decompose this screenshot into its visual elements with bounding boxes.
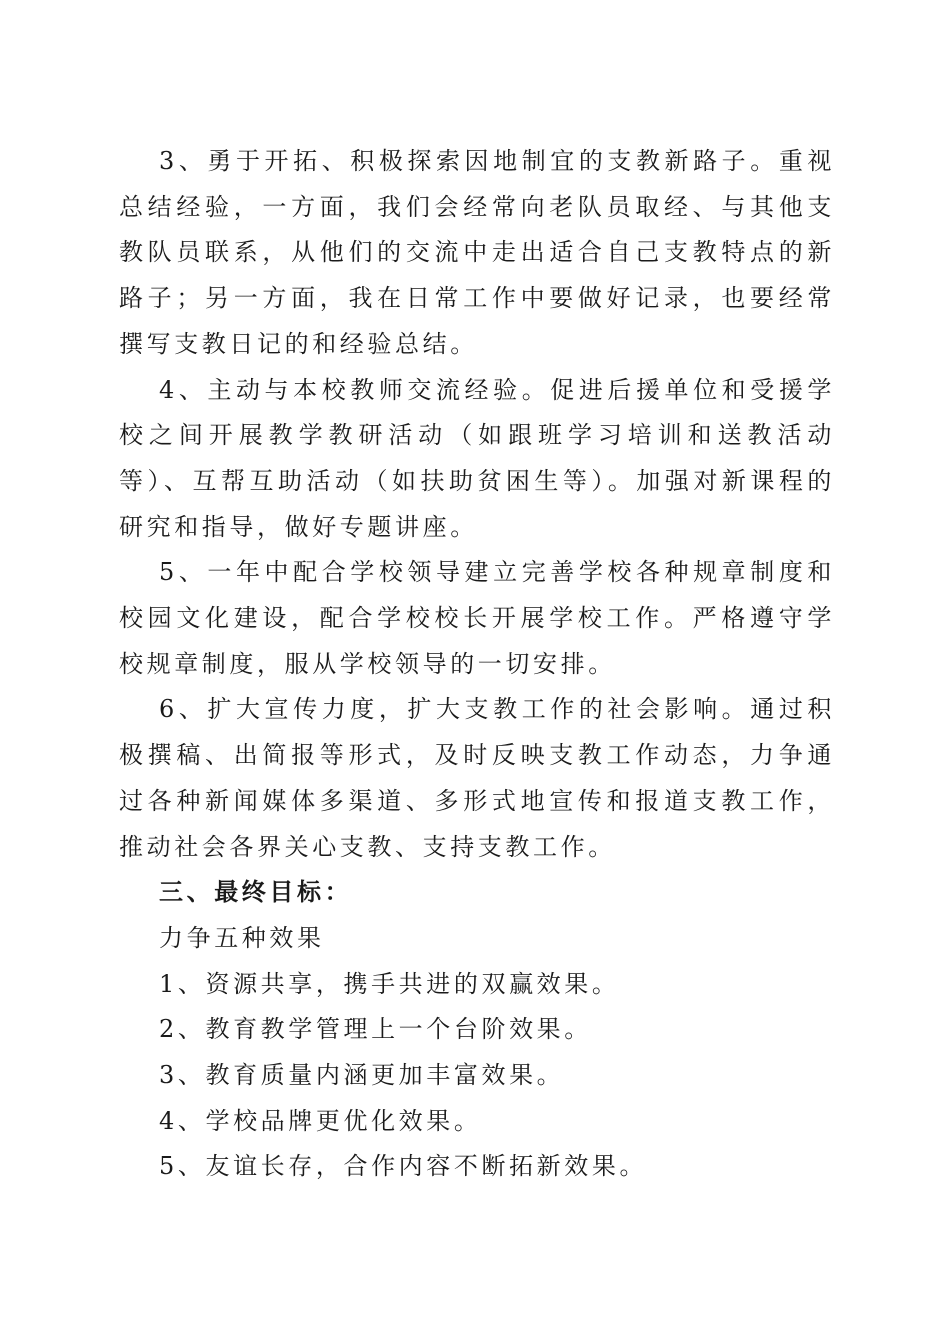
goal-item-3: 3、教育质量内涵更加丰富效果。	[159, 1061, 565, 1090]
goal-item-5: 5、友谊长存，合作内容不断拓新效果。	[159, 1152, 648, 1181]
goal-item-4: 4、学校品牌更优化效果。	[159, 1106, 482, 1135]
paragraph-item-5: 5、一年中配合学校领导建立完善学校各种规章制度和校园文化建设，配合学校校长开展学校工作。严格遵守学校规章制度，服从学校领导的一切安排。	[119, 558, 835, 678]
section-heading: 三、最终目标：	[159, 878, 353, 907]
goal-item-1: 1、资源共享，携手共进的双赢效果。	[159, 969, 620, 998]
paragraph-item-3: 3、勇于开拓、积极探索因地制宜的支教新路子。重视总结经验，一方面，我们会经常向老队员取经、与其他支教队员联系，从他们的交流中走出适合自己支教特点的新路子；另一方面，我在日常工作中要做好记录，也要经常撰写支教日记的和经验总结。	[119, 147, 835, 358]
paragraph-item-6: 6、扩大宣传力度，扩大支教工作的社会影响。通过积极撰稿、出简报等形式，及时反映支教工作动态，力争通过各种新闻媒体多渠道、多形式地宣传和报道支教工作，推动社会各界关心支教、支持支教工作。	[119, 695, 835, 861]
goal-item-2: 2、教育教学管理上一个台阶效果。	[159, 1015, 592, 1044]
section-subheading: 力争五种效果	[159, 923, 325, 952]
document-body	[119, 139, 835, 1190]
paragraph-item-4: 4、主动与本校教师交流经验。促进后援单位和受援学校之间开展教学教研活动（如跟班学习培训和送教活动等）、互帮互助活动（如扶助贫困生等）。加强对新课程的研究和指导，做好专题讲座。	[119, 375, 835, 541]
